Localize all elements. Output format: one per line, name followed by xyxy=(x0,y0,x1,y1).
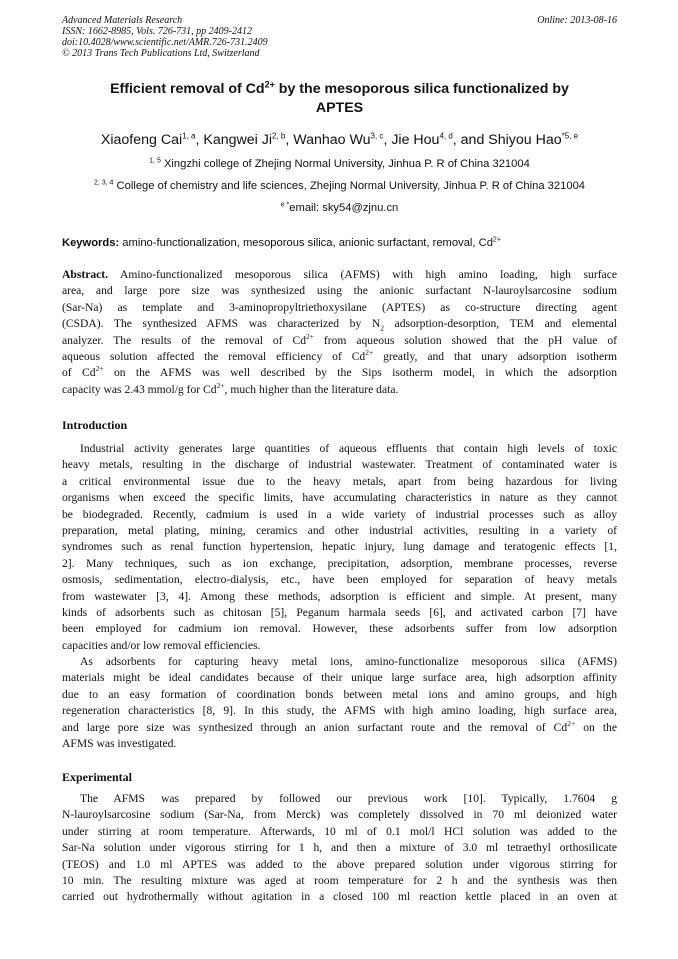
affiliation-2: $^{2, 3, 4}$ College of chemistry and life sciences, Zhejing Normal University, Jinhua P. R of China 321004 xyxy=(93,179,586,192)
author: Wanhao Wu xyxy=(293,132,371,148)
introduction-body: Industrial activity generates large quantities of aqueous effluents that contain high levels of toxic heavy metals, resulting in the discharge of industrial wastewater. Treatment of contaminated water is a critical environmental issue due to the heavy metals, apart from being hazardous for living organisms when exceed the specific limits, have accumulating characteristics in nature as they cannot be biodegraded. Recently, cadmium is used in a wide variety of industrial processes such as alloy preparation, metal plating, mining, ceramics and other industrial activities, resulting in a variety of syndromes such as renal function hypertension, hepatic injury, lung damage and teratogenic effects [1, 2]. Many techniques, such as ion exchange, precipitation, adsorption, membrane processes, reverse osmosis, sedimentation, electro-dialysis, etc., have been employed for separation of heavy metals from wastewater [3, 4]. Among these methods, adsorption is efficient and simple. At present, many kinds of adsorbents such as chitosan [5], Peganum harmala seeds [6], and activated carbon [7] have been employed for cadmium ion removal. However, these adsorbents suffer from low adsorption capacities and/or low removal efficiencies. As adsorbents for capturing heavy metal ions, amino-functionalize mesoporous silica (AFMS) materials might be ideal candidates because of their unique large surface area, high adsorption affinity due to an easy formation of coordination bonds between metal ions and amino groups, and high regeneration characteristics [8, 9]. In this study, the AFMS with high amino loading, high surface area, and large pore size was synthesized through an anion surfactant route and the removal of $Cd^{2+}$ on the AFMS was investigated. xyxy=(62,442,617,751)
online-date: Online: 2013-08-16 xyxy=(537,15,617,26)
section-heading-introduction: Introduction xyxy=(62,418,128,432)
abstract-label: Abstract. xyxy=(62,268,109,281)
email-line: $^{e *}$email: sky54@zjnu.cn xyxy=(280,201,399,214)
author-list: Xiaofeng Cai$^{1, a}$, Kangwei Ji$^{2, b}$, Wanhao Wu$^{3, c}$, Jie Hou$^{4, d}$, and Shiyou Hao$^{*5, e}$ xyxy=(100,131,579,148)
author: Kangwei Ji xyxy=(203,132,272,148)
experimental-body: The AFMS was prepared by followed our previous work [10]. Typically, 1.7604 g N-lauroylsarcosine sodium (Sar-Na, from Merck) was completely dissolved in 70 ml deionized water under stirring at room temperature. Afterwards, 10 ml of 0.1 mol/l HCl solution was added to the Sar-Na solution under vigorous stirring for 1 h, and then a mixture of 3.0 ml tetraethyl orthosilicate (TEOS) and 1.0 ml APTES was added to the above prepared solution under vigorous stirring for 10 min. The resulting mixture was aged at room temperature for 2 h and the synthesis was then carried out hydrothermally without agitation in a closed 100 ml reaction kettle placed in an oven at xyxy=(62,792,617,904)
author: Xiaofeng Cai xyxy=(100,132,183,148)
author: Shiyou Hao xyxy=(488,132,562,148)
author: Jie Hou xyxy=(391,132,440,148)
affiliation-1: $^{1, 5}$ Xingzhi college of Zhejing Normal University, Jinhua P. R of China 321004 xyxy=(149,157,530,170)
journal-name: Advanced Materials Research xyxy=(62,15,183,26)
keywords-label: Keywords: xyxy=(62,237,120,249)
issn-line: ISSN: 1662-8985, Vols. 726-731, pp 2409-2412 xyxy=(62,26,252,37)
doi-line: doi:10.4028/www.scientific.net/AMR.726-731.2409 xyxy=(62,37,268,48)
section-heading-experimental: Experimental xyxy=(62,770,132,784)
keywords: Keywords: amino-functionalization, mesoporous silica, anionic surfactant, removal, $Cd^{2+}$ xyxy=(62,236,501,249)
copyright-line: © 2013 Trans Tech Publications Ltd, Switzerland xyxy=(62,48,260,59)
abstract: Abstract. Amino-functionalized mesoporous silica (AFMS) with high amino loading, high surface area, and large pore size was synthesized using the anionic surfactant N-lauroylsarcosine sodium (Sar-Na) as template and 3-aminopropyltriethoxysilane (APTES) as co-structure directing agent (CSDA). The synthesized AFMS was characterized by $N_2$ adsorption-desorption, TEM and elemental analyzer. The results of the removal of $Cd^{2+}$ from aqueous solution showed that the pH value of aqueous solution affected the removal efficiency of $Cd^{2+}$ greatly, and that unary adsorption isotherm of $Cd^{2+}$ on the AFMS was well described by the Sips isotherm model, in which the adsorption capacity was 2.43 mmol/g for $Cd^{2+}$, much higher than the literature data. xyxy=(62,268,617,396)
journal-header xyxy=(62,15,617,59)
paper-title: Efficient removal of $Cd^{2+}$ by the mesoporous silica functionalized by APTES xyxy=(110,79,569,116)
